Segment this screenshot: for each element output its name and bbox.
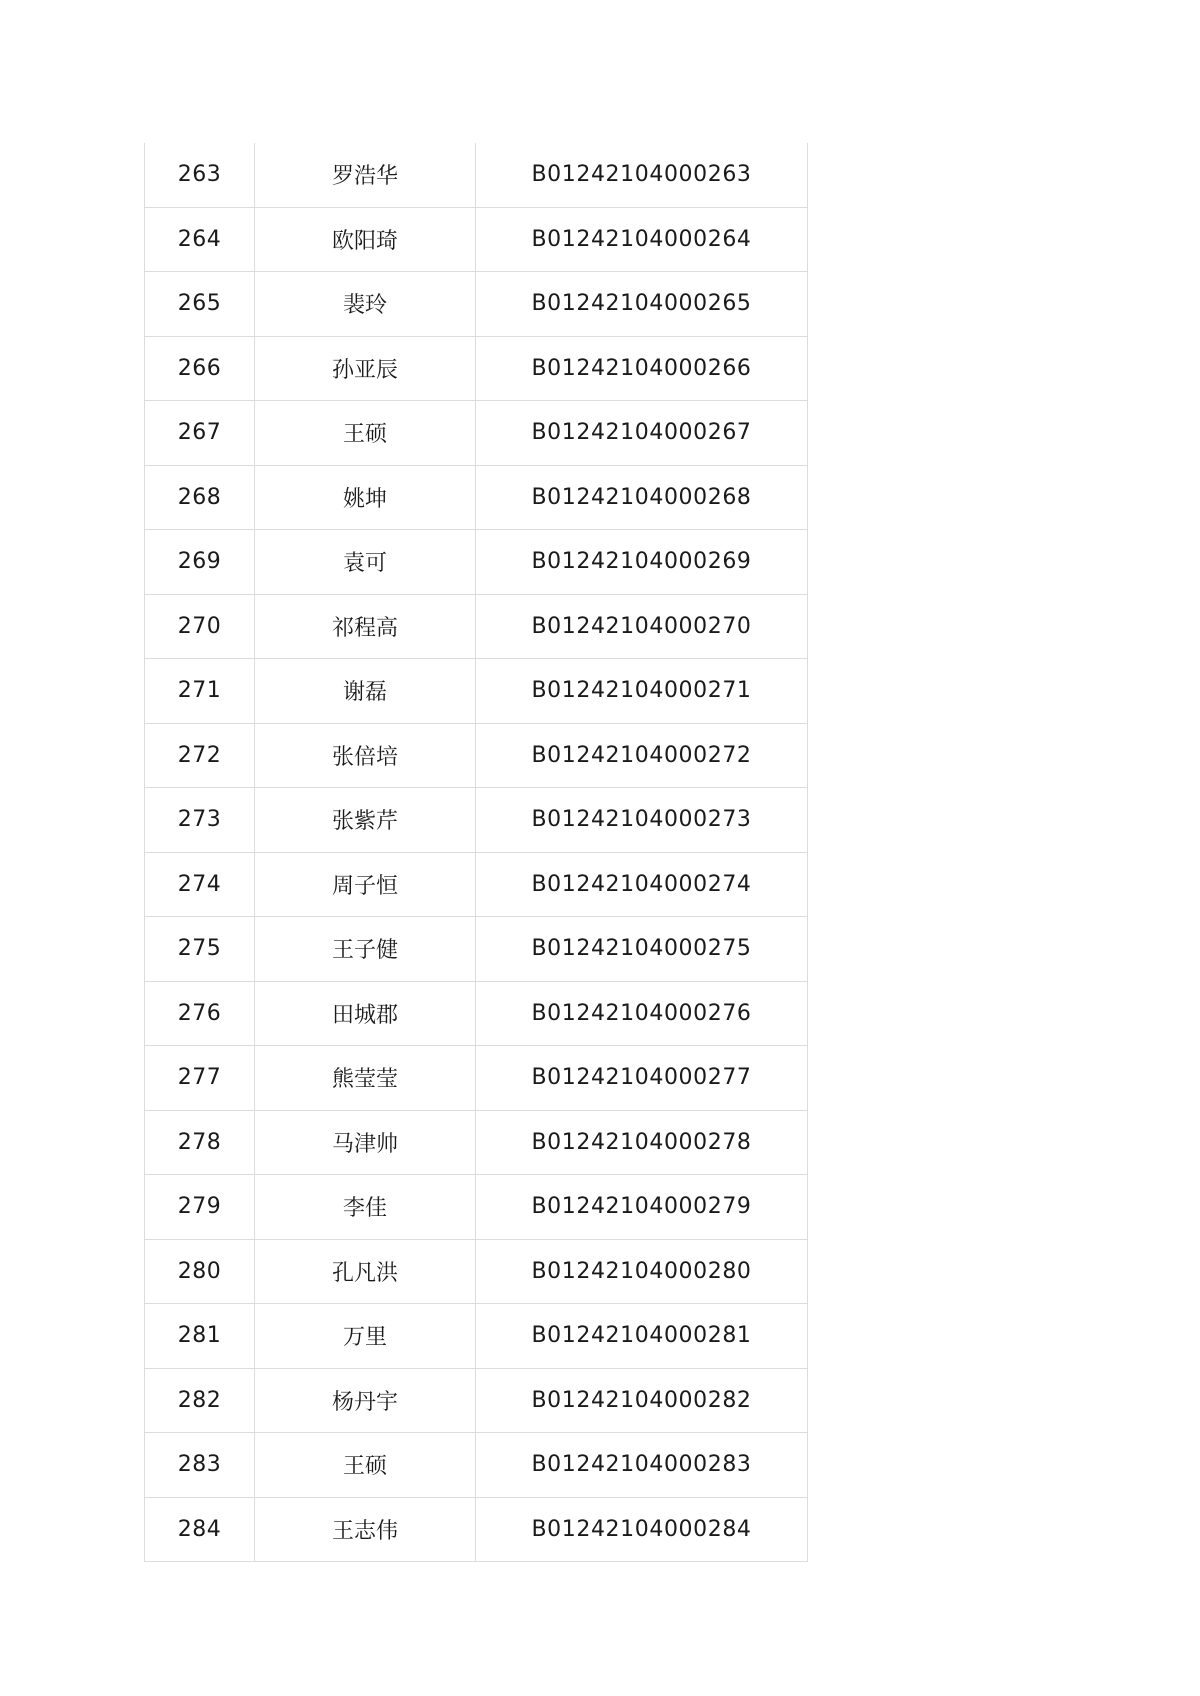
row-number: 264 [145,207,255,272]
registration-id: B01242104000275 [476,917,808,982]
registration-id: B01242104000274 [476,852,808,917]
person-name: 祁程高 [255,594,476,659]
row-number: 271 [145,659,255,724]
table-row [145,1239,808,1304]
table-row [145,1304,808,1369]
table-row [145,723,808,788]
person-name: 张倍培 [255,723,476,788]
person-name: 谢磊 [255,659,476,724]
row-number: 283 [145,1433,255,1498]
registration-id: B01242104000269 [476,530,808,595]
person-name: 马津帅 [255,1110,476,1175]
registration-id: B01242104000282 [476,1368,808,1433]
table-row [145,272,808,337]
registration-id: B01242104000263 [476,143,808,207]
table-row [145,981,808,1046]
row-number: 284 [145,1497,255,1562]
registration-id: B01242104000270 [476,594,808,659]
table-row [145,594,808,659]
table-row [145,207,808,272]
registration-id: B01242104000265 [476,272,808,337]
person-name: 裴玲 [255,272,476,337]
registration-id: B01242104000284 [476,1497,808,1562]
table-row [145,852,808,917]
person-name: 王硕 [255,401,476,466]
row-number: 274 [145,852,255,917]
table-row [145,659,808,724]
registration-id: B01242104000272 [476,723,808,788]
person-name: 周子恒 [255,852,476,917]
person-name: 田城郡 [255,981,476,1046]
table-row [145,336,808,401]
person-name: 熊莹莹 [255,1046,476,1111]
registration-id: B01242104000278 [476,1110,808,1175]
roster-table [144,143,808,1562]
table-row [145,1368,808,1433]
row-number: 277 [145,1046,255,1111]
table-row [145,1046,808,1111]
roster-table-body [145,143,808,1562]
row-number: 282 [145,1368,255,1433]
registration-id: B01242104000280 [476,1239,808,1304]
person-name: 王硕 [255,1433,476,1498]
person-name: 王志伟 [255,1497,476,1562]
table-row [145,917,808,982]
person-name: 杨丹宇 [255,1368,476,1433]
registration-id: B01242104000279 [476,1175,808,1240]
person-name: 李佳 [255,1175,476,1240]
person-name: 罗浩华 [255,143,476,207]
registration-id: B01242104000268 [476,465,808,530]
person-name: 张紫芹 [255,788,476,853]
row-number: 267 [145,401,255,466]
row-number: 279 [145,1175,255,1240]
table-row [145,1110,808,1175]
registration-id: B01242104000266 [476,336,808,401]
person-name: 袁可 [255,530,476,595]
table-row [145,1433,808,1498]
row-number: 270 [145,594,255,659]
person-name: 王子健 [255,917,476,982]
row-number: 278 [145,1110,255,1175]
table-row [145,530,808,595]
person-name: 万里 [255,1304,476,1369]
registration-id: B01242104000281 [476,1304,808,1369]
row-number: 266 [145,336,255,401]
registration-id: B01242104000273 [476,788,808,853]
registration-id: B01242104000264 [476,207,808,272]
row-number: 265 [145,272,255,337]
person-name: 孔凡洪 [255,1239,476,1304]
person-name: 欧阳琦 [255,207,476,272]
table-row [145,1497,808,1562]
table-row [145,143,808,207]
row-number: 280 [145,1239,255,1304]
table-row [145,1175,808,1240]
row-number: 268 [145,465,255,530]
registration-id: B01242104000276 [476,981,808,1046]
row-number: 272 [145,723,255,788]
person-name: 姚坤 [255,465,476,530]
registration-id: B01242104000283 [476,1433,808,1498]
row-number: 273 [145,788,255,853]
registration-id: B01242104000267 [476,401,808,466]
row-number: 275 [145,917,255,982]
person-name: 孙亚辰 [255,336,476,401]
row-number: 276 [145,981,255,1046]
registration-id: B01242104000277 [476,1046,808,1111]
row-number: 263 [145,143,255,207]
table-row [145,788,808,853]
table-row [145,401,808,466]
registration-id: B01242104000271 [476,659,808,724]
table-row [145,465,808,530]
row-number: 281 [145,1304,255,1369]
row-number: 269 [145,530,255,595]
